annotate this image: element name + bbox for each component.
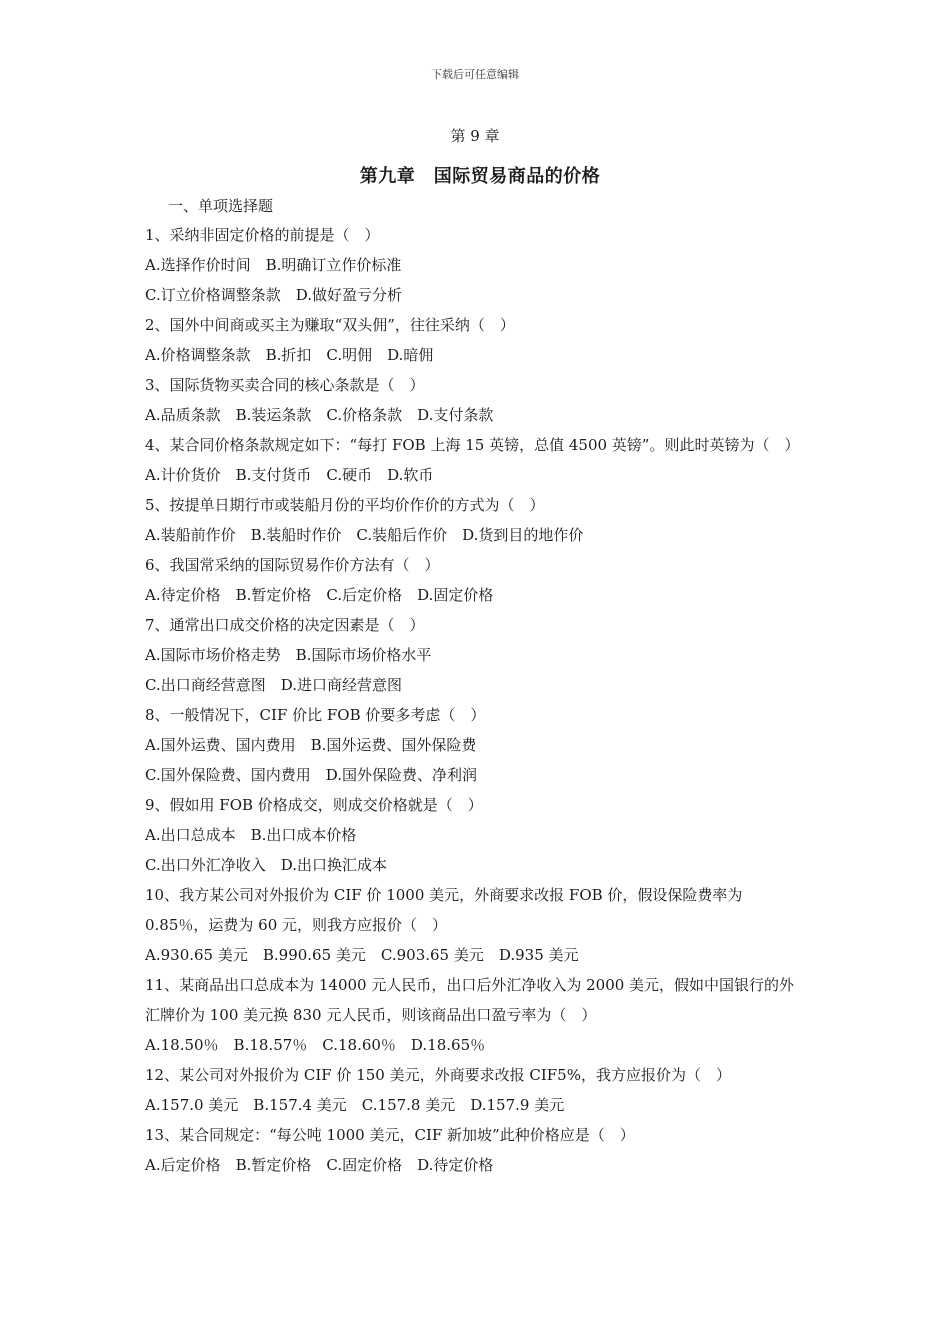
question-9-options-cd: C.出口外汇净收入 D.出口换汇成本 [145,856,387,874]
question-9-options-ab: A.出口总成本 B.出口成本价格 [145,826,357,844]
question-13-options: A.后定价格 B.暂定价格 C.固定价格 D.待定价格 [145,1156,494,1174]
question-2: 2、国外中间商或买主为赚取“双头佣”，往往采纳（ ） [145,316,515,334]
question-10-options: A.930.65 美元 B.990.65 美元 C.903.65 美元 D.935 美元 [145,946,579,964]
question-1-options-cd: C.订立价格调整条款 D.做好盈亏分析 [145,286,402,304]
question-list [145,220,805,1180]
question-3-options: A.品质条款 B.装运条款 C.价格条款 D.支付条款 [145,406,494,424]
question-10: 10、我方某公司对外报价为 CIF 价 1000 美元，外商要求改报 FOB 价，假设保险费率为 0.85％，运费为 60 元，则我方应报价（ ） [145,886,743,934]
question-1: 1、采纳非固定价格的前提是（ ） [145,226,380,244]
question-5: 5、按提单日期行市或装船月份的平均价作价的方式为（ ） [145,496,545,514]
question-6-options: A.待定价格 B.暂定价格 C.后定价格 D.固定价格 [145,586,494,604]
question-8-options-cd: C.国外保险费、国内费用 D.国外保险费、净利润 [145,766,477,784]
chapter-label: 第 9 章 [450,127,500,145]
header-note: 下载后可任意编辑 [431,68,519,81]
question-1-options-ab: A.选择作价时间 B.明确订立作价标准 [145,256,402,274]
question-11: 11、某商品出口总成本为 14000 元人民币，出口后外汇净收入为 2000 美元，假如中国银行的外汇牌价为 100 美元换 830 元人民币，则该商品出口盈亏率为（ ） [145,976,795,1024]
question-7-options-ab: A.国际市场价格走势 B.国际市场价格水平 [145,646,432,664]
question-12-options: A.157.0 美元 B.157.4 美元 C.157.8 美元 D.157.9 美元 [145,1096,565,1114]
question-3: 3、国际货物买卖合同的核心条款是（ ） [145,376,425,394]
question-12: 12、某公司对外报价为 CIF 价 150 美元，外商要求改报 CIF5%，我方应报价为（ ） [145,1066,731,1084]
question-13: 13、某合同规定：“每公吨 1000 美元，CIF 新加坡”此种价格应是（ ） [145,1126,635,1144]
question-7: 7、通常出口成交价格的决定因素是（ ） [145,616,425,634]
question-2-options: A.价格调整条款 B.折扣 C.明佣 D.暗佣 [145,346,434,364]
question-5-options: A.装船前作价 B.装船时作价 C.装船后作价 D.货到目的地作价 [145,526,584,544]
question-8-options-ab: A.国外运费、国内费用 B.国外运费、国外保险费 [145,736,477,754]
section-heading: 一、单项选择题 [168,197,274,215]
chapter-title: 第九章 国际贸易商品的价格 [359,166,601,187]
question-6: 6、我国常采纳的国际贸易作价方法有（ ） [145,556,440,574]
question-8: 8、一般情况下，CIF 价比 FOB 价要多考虑（ ） [145,706,486,724]
question-4: 4、某合同价格条款规定如下：“每打 FOB 上海 15 英镑，总值 4500 英镑”。则此时英镑为（ ） [145,436,800,454]
question-11-options: A.18.50％ B.18.57％ C.18.60％ D.18.65％ [145,1036,486,1054]
question-7-options-cd: C.出口商经营意图 D.进口商经营意图 [145,676,402,694]
question-9: 9、假如用 FOB 价格成交，则成交价格就是（ ） [145,796,483,814]
question-4-options: A.计价货价 B.支付货币 C.硬币 D.软币 [145,466,434,484]
